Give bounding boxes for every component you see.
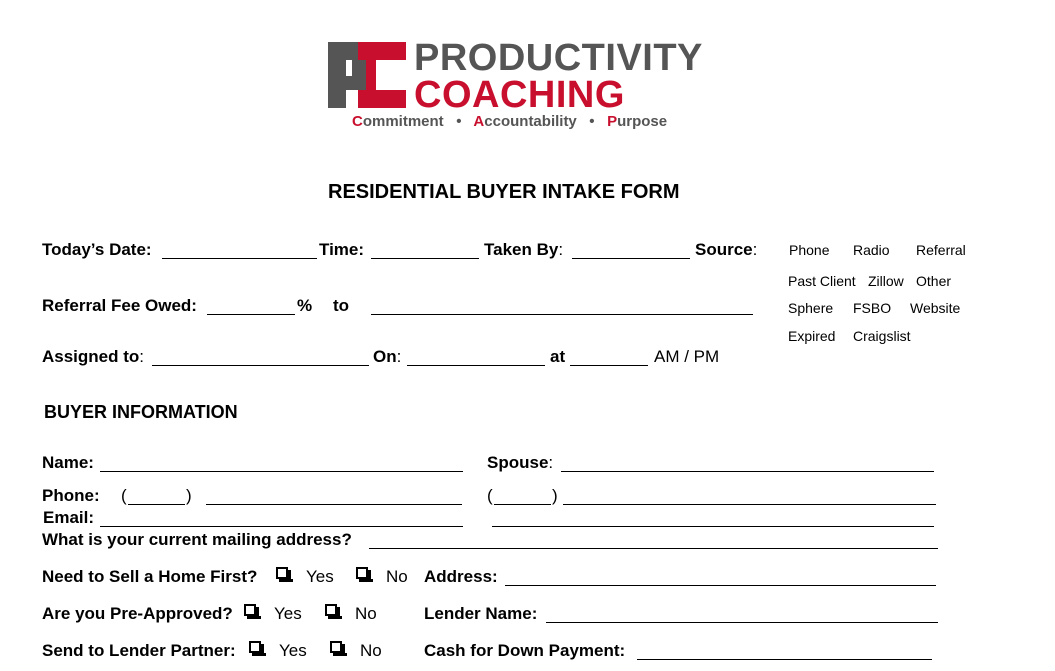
address-label: Address: [424, 567, 498, 586]
to-label: to [333, 296, 350, 315]
source-option-sphere[interactable]: Sphere [788, 300, 834, 316]
email-label: Email: [43, 508, 95, 527]
name-field[interactable] [100, 471, 463, 472]
lender-name-field[interactable] [546, 622, 938, 623]
at-label: at [550, 347, 566, 366]
pre-approved-no-label: No [355, 604, 377, 623]
source-option-website[interactable]: Website [910, 300, 961, 316]
source-option-fsbo[interactable]: FSBO [853, 300, 892, 316]
referral-fee-label: Referral Fee Owed: [42, 296, 197, 315]
source-label: Source: [695, 240, 758, 259]
mailing-address-field[interactable] [369, 548, 938, 549]
address-field[interactable] [505, 585, 936, 586]
spouse-email-field[interactable] [492, 526, 934, 527]
phone-area-open: ( [121, 486, 127, 505]
sell-first-label: Need to Sell a Home First? [42, 567, 258, 586]
phone-area-code-field[interactable] [128, 504, 185, 505]
taken-by-label: Taken By: [484, 240, 564, 259]
pre-approved-yes-label: Yes [274, 604, 302, 623]
spouse-phone-area-code-field[interactable] [494, 504, 551, 505]
sell-first-no-checkbox[interactable] [356, 567, 368, 579]
cash-down-field[interactable] [637, 659, 932, 660]
percent-label: % [297, 296, 313, 315]
cash-down-label: Cash for Down Payment: [424, 641, 626, 660]
source-option-radio[interactable]: Radio [853, 242, 890, 258]
logo-tagline: Commitment • Accountability • Purpose [352, 113, 668, 130]
assigned-to-field[interactable] [152, 365, 369, 366]
phone-label: Phone: [42, 486, 100, 505]
logo-productivity: PRODUCTIVITY [414, 37, 703, 79]
source-option-expired[interactable]: Expired [788, 328, 836, 344]
send-lender-label: Send to Lender Partner: [42, 641, 236, 660]
send-lender-no-label: No [360, 641, 382, 660]
spouse-phone-area-close: ) [552, 486, 558, 505]
source-option-craigslist[interactable]: Craigslist [853, 328, 911, 344]
taken-by-field[interactable] [572, 258, 690, 259]
on-label: On: [373, 347, 402, 366]
pre-approved-label: Are you Pre-Approved? [42, 604, 233, 623]
logo [328, 37, 718, 135]
am-pm-label[interactable]: AM / PM [654, 347, 720, 366]
mailing-address-label: What is your current mailing address? [42, 530, 352, 549]
logo-coaching: COACHING [414, 74, 625, 116]
at-field[interactable] [570, 365, 648, 366]
send-lender-no-checkbox[interactable] [330, 641, 342, 653]
source-option-other[interactable]: Other [916, 273, 952, 289]
referral-fee-field[interactable] [207, 314, 295, 315]
sell-first-yes-label: Yes [306, 567, 334, 586]
time-field[interactable] [371, 258, 479, 259]
pc-logo-mark-icon [328, 40, 408, 112]
referral-to-field[interactable] [371, 314, 753, 315]
sell-first-no-label: No [386, 567, 408, 586]
spouse-phone-number-field[interactable] [563, 504, 936, 505]
on-field[interactable] [407, 365, 545, 366]
email-field[interactable] [100, 526, 463, 527]
pre-approved-no-checkbox[interactable] [325, 604, 337, 616]
pre-approved-yes-checkbox[interactable] [244, 604, 256, 616]
send-lender-yes-checkbox[interactable] [249, 641, 261, 653]
assigned-to-label: Assigned to: [42, 347, 145, 366]
source-option-past-client[interactable]: Past Client [788, 273, 856, 289]
buyer-info-heading: BUYER INFORMATION [44, 402, 238, 422]
source-option-phone[interactable]: Phone [789, 242, 830, 258]
form-title: RESIDENTIAL BUYER INTAKE FORM [328, 181, 680, 203]
spouse-label: Spouse: [487, 453, 554, 472]
time-label: Time: [319, 240, 365, 259]
sell-first-yes-checkbox[interactable] [276, 567, 288, 579]
source-option-referral[interactable]: Referral [916, 242, 966, 258]
send-lender-yes-label: Yes [279, 641, 307, 660]
spouse-phone-area-open: ( [487, 486, 493, 505]
name-label: Name: [42, 453, 94, 472]
todays-date-label: Today’s Date: [42, 240, 152, 259]
todays-date-field[interactable] [162, 258, 317, 259]
source-option-zillow[interactable]: Zillow [868, 273, 904, 289]
phone-number-field[interactable] [206, 504, 462, 505]
phone-area-close: ) [186, 486, 192, 505]
spouse-field[interactable] [561, 471, 934, 472]
lender-name-label: Lender Name: [424, 604, 538, 623]
